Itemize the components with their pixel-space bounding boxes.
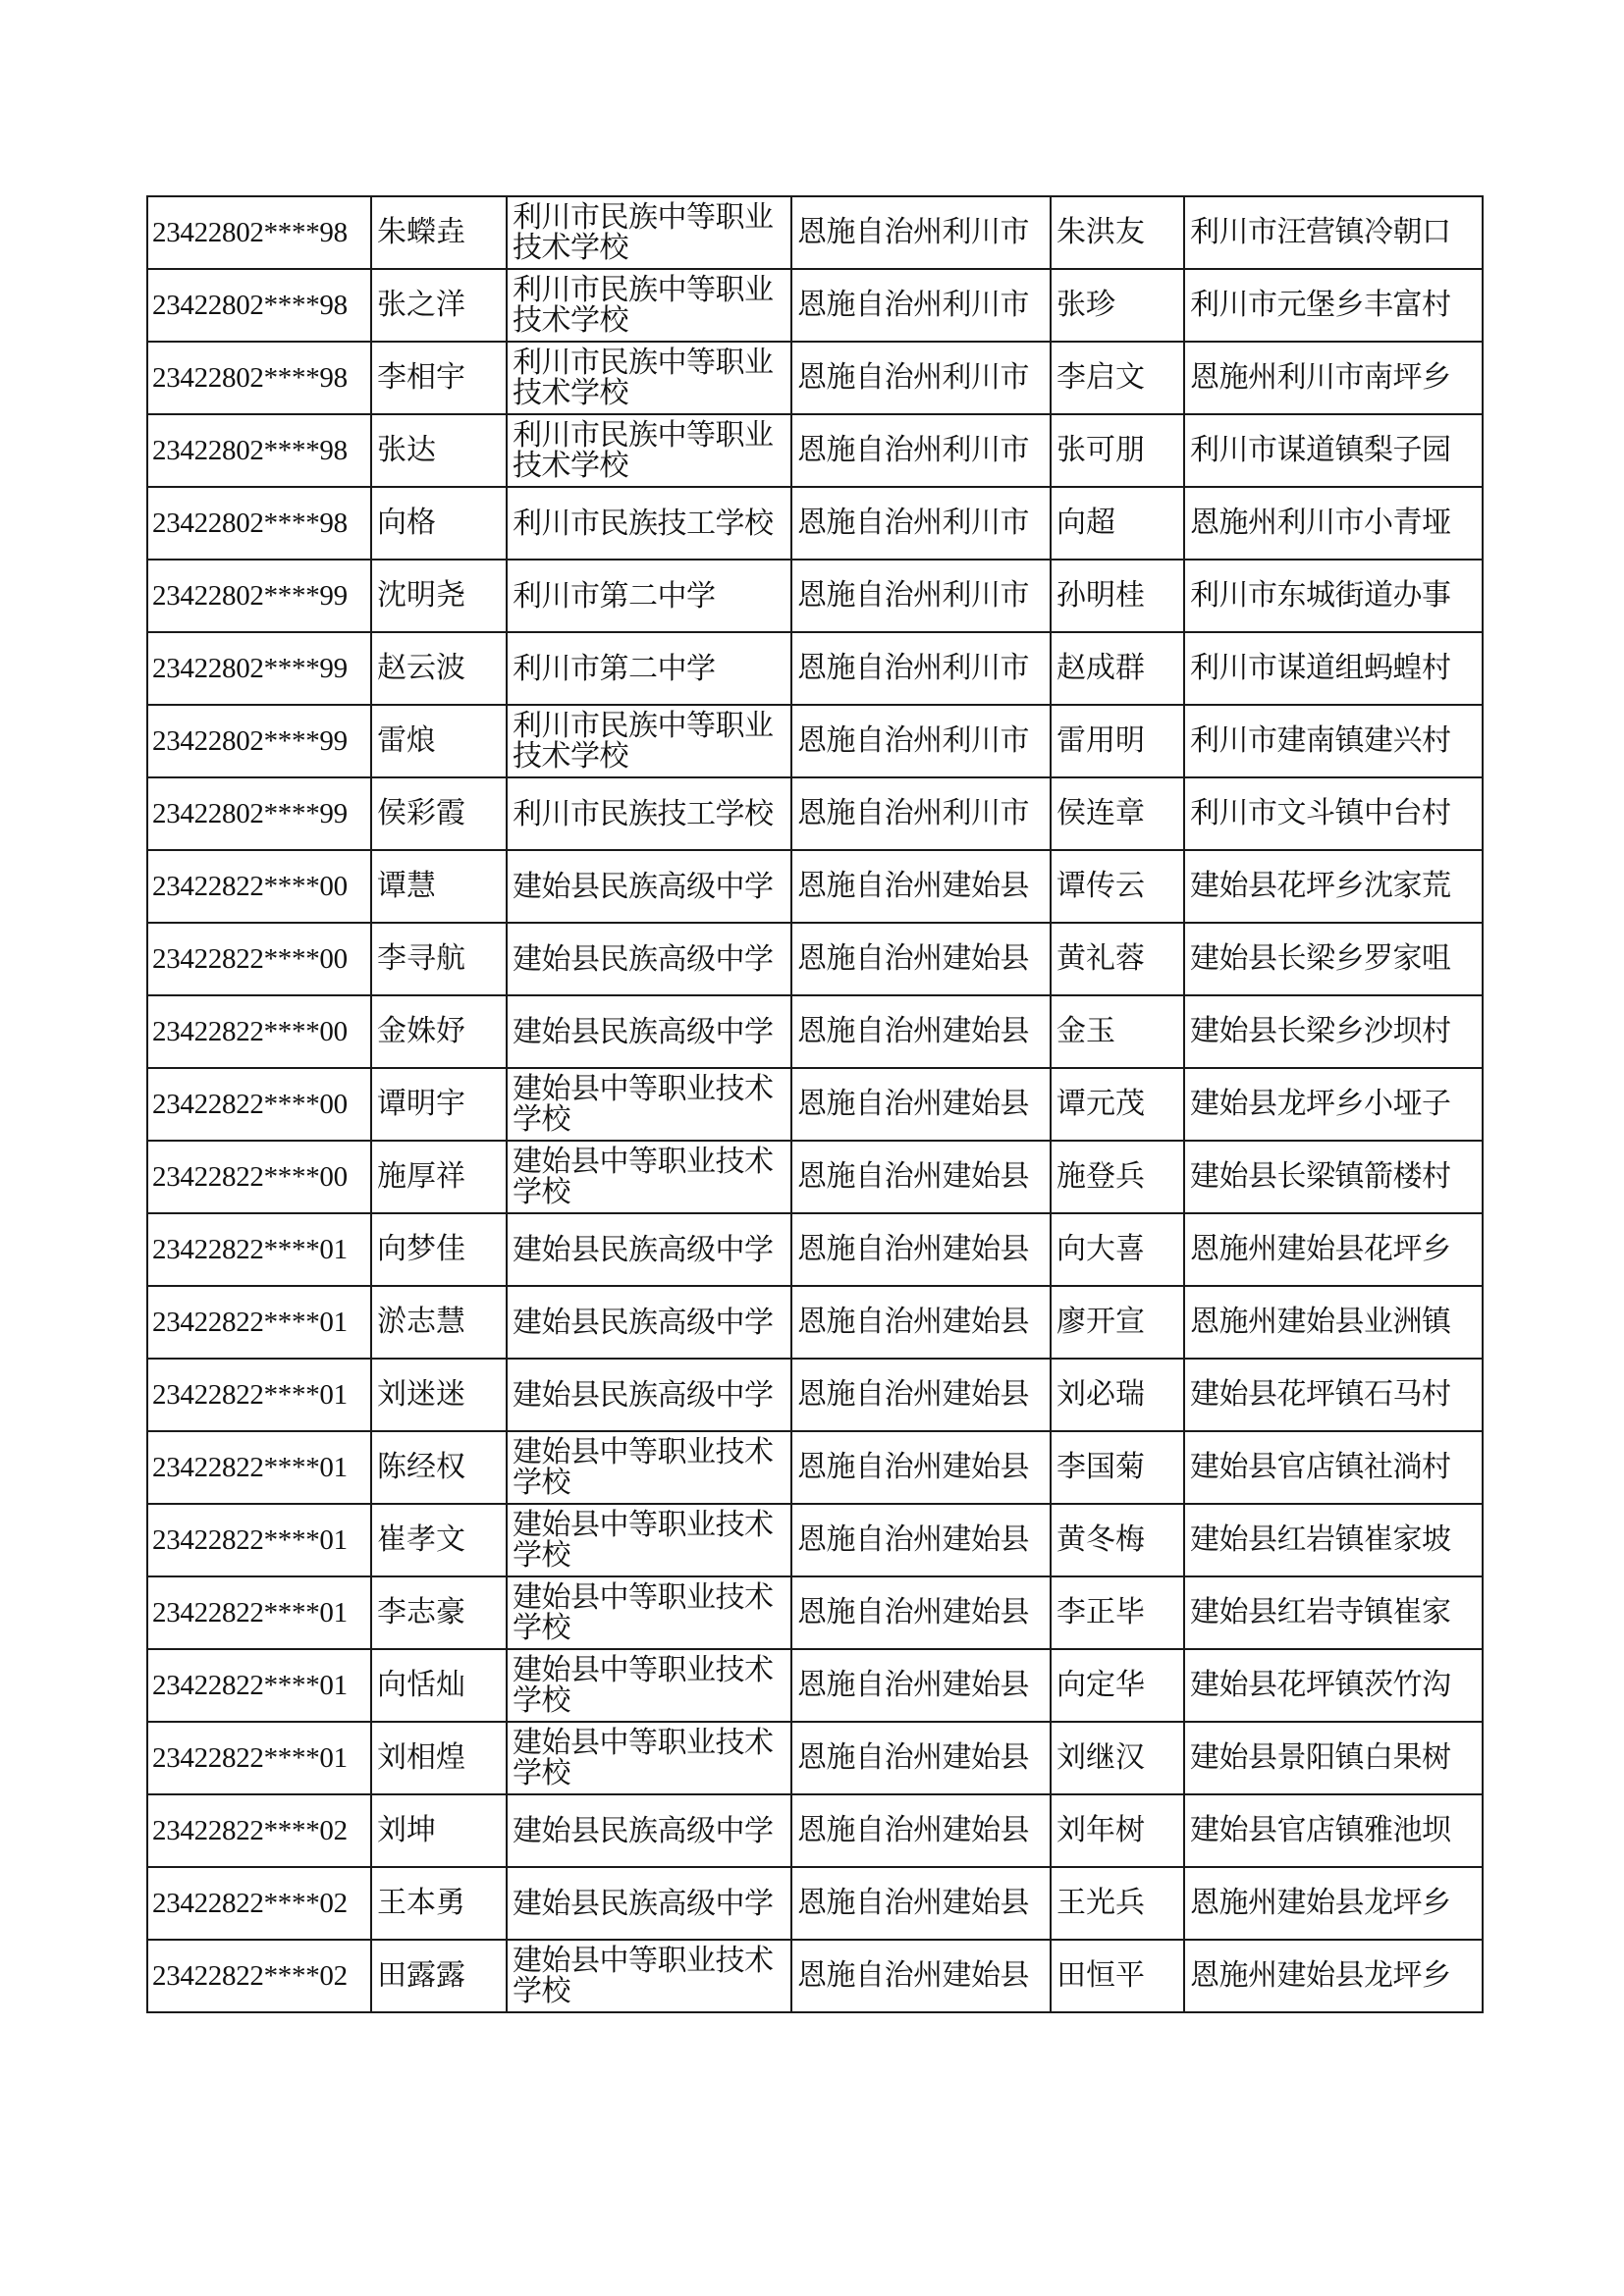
address-cell: 利川市汪营镇冷朝口 bbox=[1184, 196, 1483, 269]
school-cell: 建始县中等职业技术学校 bbox=[507, 1576, 791, 1649]
guardian-cell: 田恒平 bbox=[1051, 1940, 1184, 2012]
school-cell: 利川市民族中等职业技术学校 bbox=[507, 705, 791, 777]
table-row bbox=[147, 1068, 1483, 1141]
address-cell: 恩施州建始县龙坪乡 bbox=[1184, 1940, 1483, 2012]
id-cell: 23422822****01 bbox=[147, 1576, 371, 1649]
school-cell: 利川市第二中学 bbox=[507, 560, 791, 632]
name-cell: 陈经权 bbox=[371, 1431, 507, 1504]
guardian-cell: 李启文 bbox=[1051, 342, 1184, 414]
roster-table bbox=[146, 195, 1484, 2013]
id-cell: 23422822****01 bbox=[147, 1722, 371, 1794]
region-cell: 恩施自治州利川市 bbox=[791, 705, 1051, 777]
address-cell: 利川市建南镇建兴村 bbox=[1184, 705, 1483, 777]
address-cell: 建始县长梁镇箭楼村 bbox=[1184, 1141, 1483, 1213]
guardian-cell: 刘必瑞 bbox=[1051, 1359, 1184, 1431]
region-cell: 恩施自治州利川市 bbox=[791, 487, 1051, 560]
address-cell: 建始县官店镇社淌村 bbox=[1184, 1431, 1483, 1504]
school-cell: 建始县中等职业技术学校 bbox=[507, 1068, 791, 1141]
school-cell: 建始县中等职业技术学校 bbox=[507, 1141, 791, 1213]
name-cell: 谭明宇 bbox=[371, 1068, 507, 1141]
region-cell: 恩施自治州建始县 bbox=[791, 1286, 1051, 1359]
id-cell: 23422822****00 bbox=[147, 1141, 371, 1213]
region-cell: 恩施自治州利川市 bbox=[791, 632, 1051, 705]
region-cell: 恩施自治州利川市 bbox=[791, 777, 1051, 850]
guardian-cell: 向定华 bbox=[1051, 1649, 1184, 1722]
table-row bbox=[147, 1794, 1483, 1867]
address-cell: 建始县花坪乡沈家荒 bbox=[1184, 850, 1483, 923]
region-cell: 恩施自治州建始县 bbox=[791, 1359, 1051, 1431]
id-cell: 23422822****01 bbox=[147, 1431, 371, 1504]
guardian-cell: 刘继汉 bbox=[1051, 1722, 1184, 1794]
school-cell: 利川市第二中学 bbox=[507, 632, 791, 705]
table-row bbox=[147, 1431, 1483, 1504]
table-row bbox=[147, 1141, 1483, 1213]
table-row bbox=[147, 1867, 1483, 1940]
region-cell: 恩施自治州建始县 bbox=[791, 1213, 1051, 1286]
region-cell: 恩施自治州建始县 bbox=[791, 1431, 1051, 1504]
region-cell: 恩施自治州建始县 bbox=[791, 1141, 1051, 1213]
address-cell: 建始县花坪镇茨竹沟 bbox=[1184, 1649, 1483, 1722]
region-cell: 恩施自治州建始县 bbox=[791, 1794, 1051, 1867]
id-cell: 23422822****01 bbox=[147, 1359, 371, 1431]
guardian-cell: 廖开宣 bbox=[1051, 1286, 1184, 1359]
school-cell: 利川市民族中等职业技术学校 bbox=[507, 269, 791, 342]
id-cell: 23422802****99 bbox=[147, 777, 371, 850]
name-cell: 侯彩霞 bbox=[371, 777, 507, 850]
guardian-cell: 谭传云 bbox=[1051, 850, 1184, 923]
address-cell: 建始县长梁乡沙坝村 bbox=[1184, 995, 1483, 1068]
guardian-cell: 黄礼蓉 bbox=[1051, 923, 1184, 995]
table-row bbox=[147, 923, 1483, 995]
address-cell: 建始县景阳镇白果树 bbox=[1184, 1722, 1483, 1794]
region-cell: 恩施自治州建始县 bbox=[791, 1722, 1051, 1794]
id-cell: 23422822****01 bbox=[147, 1504, 371, 1576]
school-cell: 建始县中等职业技术学校 bbox=[507, 1649, 791, 1722]
table-row bbox=[147, 1649, 1483, 1722]
name-cell: 李志豪 bbox=[371, 1576, 507, 1649]
id-cell: 23422822****00 bbox=[147, 923, 371, 995]
region-cell: 恩施自治州利川市 bbox=[791, 414, 1051, 487]
table-row bbox=[147, 1576, 1483, 1649]
school-cell: 建始县民族高级中学 bbox=[507, 1794, 791, 1867]
guardian-cell: 向大喜 bbox=[1051, 1213, 1184, 1286]
id-cell: 23422822****00 bbox=[147, 850, 371, 923]
table-row bbox=[147, 342, 1483, 414]
table-row bbox=[147, 1722, 1483, 1794]
id-cell: 23422802****99 bbox=[147, 560, 371, 632]
id-cell: 23422802****99 bbox=[147, 632, 371, 705]
table-row bbox=[147, 1940, 1483, 2012]
address-cell: 建始县花坪镇石马村 bbox=[1184, 1359, 1483, 1431]
address-cell: 利川市东城街道办事 bbox=[1184, 560, 1483, 632]
guardian-cell: 向超 bbox=[1051, 487, 1184, 560]
name-cell: 向格 bbox=[371, 487, 507, 560]
name-cell: 刘相煌 bbox=[371, 1722, 507, 1794]
table-row bbox=[147, 487, 1483, 560]
school-cell: 建始县民族高级中学 bbox=[507, 1286, 791, 1359]
region-cell: 恩施自治州建始县 bbox=[791, 1940, 1051, 2012]
address-cell: 建始县红岩寺镇崔家 bbox=[1184, 1576, 1483, 1649]
guardian-cell: 赵成群 bbox=[1051, 632, 1184, 705]
table-row bbox=[147, 632, 1483, 705]
guardian-cell: 刘年树 bbox=[1051, 1794, 1184, 1867]
guardian-cell: 黄冬梅 bbox=[1051, 1504, 1184, 1576]
school-cell: 建始县中等职业技术学校 bbox=[507, 1940, 791, 2012]
region-cell: 恩施自治州建始县 bbox=[791, 850, 1051, 923]
id-cell: 23422822****02 bbox=[147, 1794, 371, 1867]
school-cell: 利川市民族中等职业技术学校 bbox=[507, 196, 791, 269]
name-cell: 刘坤 bbox=[371, 1794, 507, 1867]
name-cell: 谭慧 bbox=[371, 850, 507, 923]
name-cell: 金姝妤 bbox=[371, 995, 507, 1068]
name-cell: 朱蠑垚 bbox=[371, 196, 507, 269]
id-cell: 23422802****99 bbox=[147, 705, 371, 777]
name-cell: 赵云波 bbox=[371, 632, 507, 705]
region-cell: 恩施自治州建始县 bbox=[791, 1649, 1051, 1722]
region-cell: 恩施自治州建始县 bbox=[791, 1867, 1051, 1940]
address-cell: 利川市文斗镇中台村 bbox=[1184, 777, 1483, 850]
region-cell: 恩施自治州利川市 bbox=[791, 342, 1051, 414]
table-row bbox=[147, 1286, 1483, 1359]
name-cell: 李寻航 bbox=[371, 923, 507, 995]
name-cell: 淤志慧 bbox=[371, 1286, 507, 1359]
name-cell: 张之洋 bbox=[371, 269, 507, 342]
table-row bbox=[147, 1359, 1483, 1431]
address-cell: 恩施州建始县花坪乡 bbox=[1184, 1213, 1483, 1286]
school-cell: 利川市民族中等职业技术学校 bbox=[507, 342, 791, 414]
table-row bbox=[147, 705, 1483, 777]
school-cell: 利川市民族技工学校 bbox=[507, 777, 791, 850]
id-cell: 23422822****01 bbox=[147, 1213, 371, 1286]
school-cell: 建始县民族高级中学 bbox=[507, 850, 791, 923]
id-cell: 23422802****98 bbox=[147, 342, 371, 414]
address-cell: 恩施州利川市小青垭 bbox=[1184, 487, 1483, 560]
address-cell: 恩施州利川市南坪乡 bbox=[1184, 342, 1483, 414]
guardian-cell: 王光兵 bbox=[1051, 1867, 1184, 1940]
name-cell: 施厚祥 bbox=[371, 1141, 507, 1213]
table-row bbox=[147, 1504, 1483, 1576]
region-cell: 恩施自治州建始县 bbox=[791, 1068, 1051, 1141]
guardian-cell: 李正毕 bbox=[1051, 1576, 1184, 1649]
id-cell: 23422822****02 bbox=[147, 1867, 371, 1940]
address-cell: 建始县红岩镇崔家坡 bbox=[1184, 1504, 1483, 1576]
guardian-cell: 谭元茂 bbox=[1051, 1068, 1184, 1141]
school-cell: 建始县中等职业技术学校 bbox=[507, 1431, 791, 1504]
name-cell: 沈明尧 bbox=[371, 560, 507, 632]
region-cell: 恩施自治州建始县 bbox=[791, 995, 1051, 1068]
school-cell: 建始县中等职业技术学校 bbox=[507, 1504, 791, 1576]
table-row bbox=[147, 777, 1483, 850]
id-cell: 23422822****01 bbox=[147, 1286, 371, 1359]
school-cell: 建始县民族高级中学 bbox=[507, 995, 791, 1068]
school-cell: 建始县民族高级中学 bbox=[507, 1867, 791, 1940]
id-cell: 23422822****01 bbox=[147, 1649, 371, 1722]
name-cell: 李相宇 bbox=[371, 342, 507, 414]
guardian-cell: 孙明桂 bbox=[1051, 560, 1184, 632]
region-cell: 恩施自治州建始县 bbox=[791, 1576, 1051, 1649]
address-cell: 利川市元堡乡丰富村 bbox=[1184, 269, 1483, 342]
table-row bbox=[147, 196, 1483, 269]
address-cell: 恩施州建始县业洲镇 bbox=[1184, 1286, 1483, 1359]
id-cell: 23422822****02 bbox=[147, 1940, 371, 2012]
id-cell: 23422822****00 bbox=[147, 995, 371, 1068]
guardian-cell: 施登兵 bbox=[1051, 1141, 1184, 1213]
table-row bbox=[147, 269, 1483, 342]
id-cell: 23422802****98 bbox=[147, 414, 371, 487]
name-cell: 崔孝文 bbox=[371, 1504, 507, 1576]
school-cell: 建始县中等职业技术学校 bbox=[507, 1722, 791, 1794]
name-cell: 向恬灿 bbox=[371, 1649, 507, 1722]
guardian-cell: 张珍 bbox=[1051, 269, 1184, 342]
name-cell: 刘迷迷 bbox=[371, 1359, 507, 1431]
region-cell: 恩施自治州建始县 bbox=[791, 923, 1051, 995]
school-cell: 利川市民族中等职业技术学校 bbox=[507, 414, 791, 487]
name-cell: 张达 bbox=[371, 414, 507, 487]
school-cell: 利川市民族技工学校 bbox=[507, 487, 791, 560]
school-cell: 建始县民族高级中学 bbox=[507, 923, 791, 995]
roster-body bbox=[147, 196, 1483, 2012]
id-cell: 23422822****00 bbox=[147, 1068, 371, 1141]
name-cell: 王本勇 bbox=[371, 1867, 507, 1940]
address-cell: 建始县长梁乡罗家咀 bbox=[1184, 923, 1483, 995]
id-cell: 23422802****98 bbox=[147, 487, 371, 560]
guardian-cell: 金玉 bbox=[1051, 995, 1184, 1068]
table-row bbox=[147, 1213, 1483, 1286]
address-cell: 建始县龙坪乡小垭子 bbox=[1184, 1068, 1483, 1141]
address-cell: 恩施州建始县龙坪乡 bbox=[1184, 1867, 1483, 1940]
school-cell: 建始县民族高级中学 bbox=[507, 1213, 791, 1286]
guardian-cell: 张可朋 bbox=[1051, 414, 1184, 487]
region-cell: 恩施自治州利川市 bbox=[791, 196, 1051, 269]
school-cell: 建始县民族高级中学 bbox=[507, 1359, 791, 1431]
region-cell: 恩施自治州利川市 bbox=[791, 560, 1051, 632]
guardian-cell: 雷用明 bbox=[1051, 705, 1184, 777]
address-cell: 利川市谋道镇梨子园 bbox=[1184, 414, 1483, 487]
table-row bbox=[147, 560, 1483, 632]
id-cell: 23422802****98 bbox=[147, 269, 371, 342]
guardian-cell: 李国菊 bbox=[1051, 1431, 1184, 1504]
name-cell: 雷烺 bbox=[371, 705, 507, 777]
guardian-cell: 侯连章 bbox=[1051, 777, 1184, 850]
table-row bbox=[147, 850, 1483, 923]
address-cell: 建始县官店镇雅池坝 bbox=[1184, 1794, 1483, 1867]
address-cell: 利川市谋道组蚂蝗村 bbox=[1184, 632, 1483, 705]
guardian-cell: 朱洪友 bbox=[1051, 196, 1184, 269]
table-row bbox=[147, 995, 1483, 1068]
region-cell: 恩施自治州利川市 bbox=[791, 269, 1051, 342]
id-cell: 23422802****98 bbox=[147, 196, 371, 269]
table-row bbox=[147, 414, 1483, 487]
region-cell: 恩施自治州建始县 bbox=[791, 1504, 1051, 1576]
name-cell: 向梦佳 bbox=[371, 1213, 507, 1286]
name-cell: 田露露 bbox=[371, 1940, 507, 2012]
